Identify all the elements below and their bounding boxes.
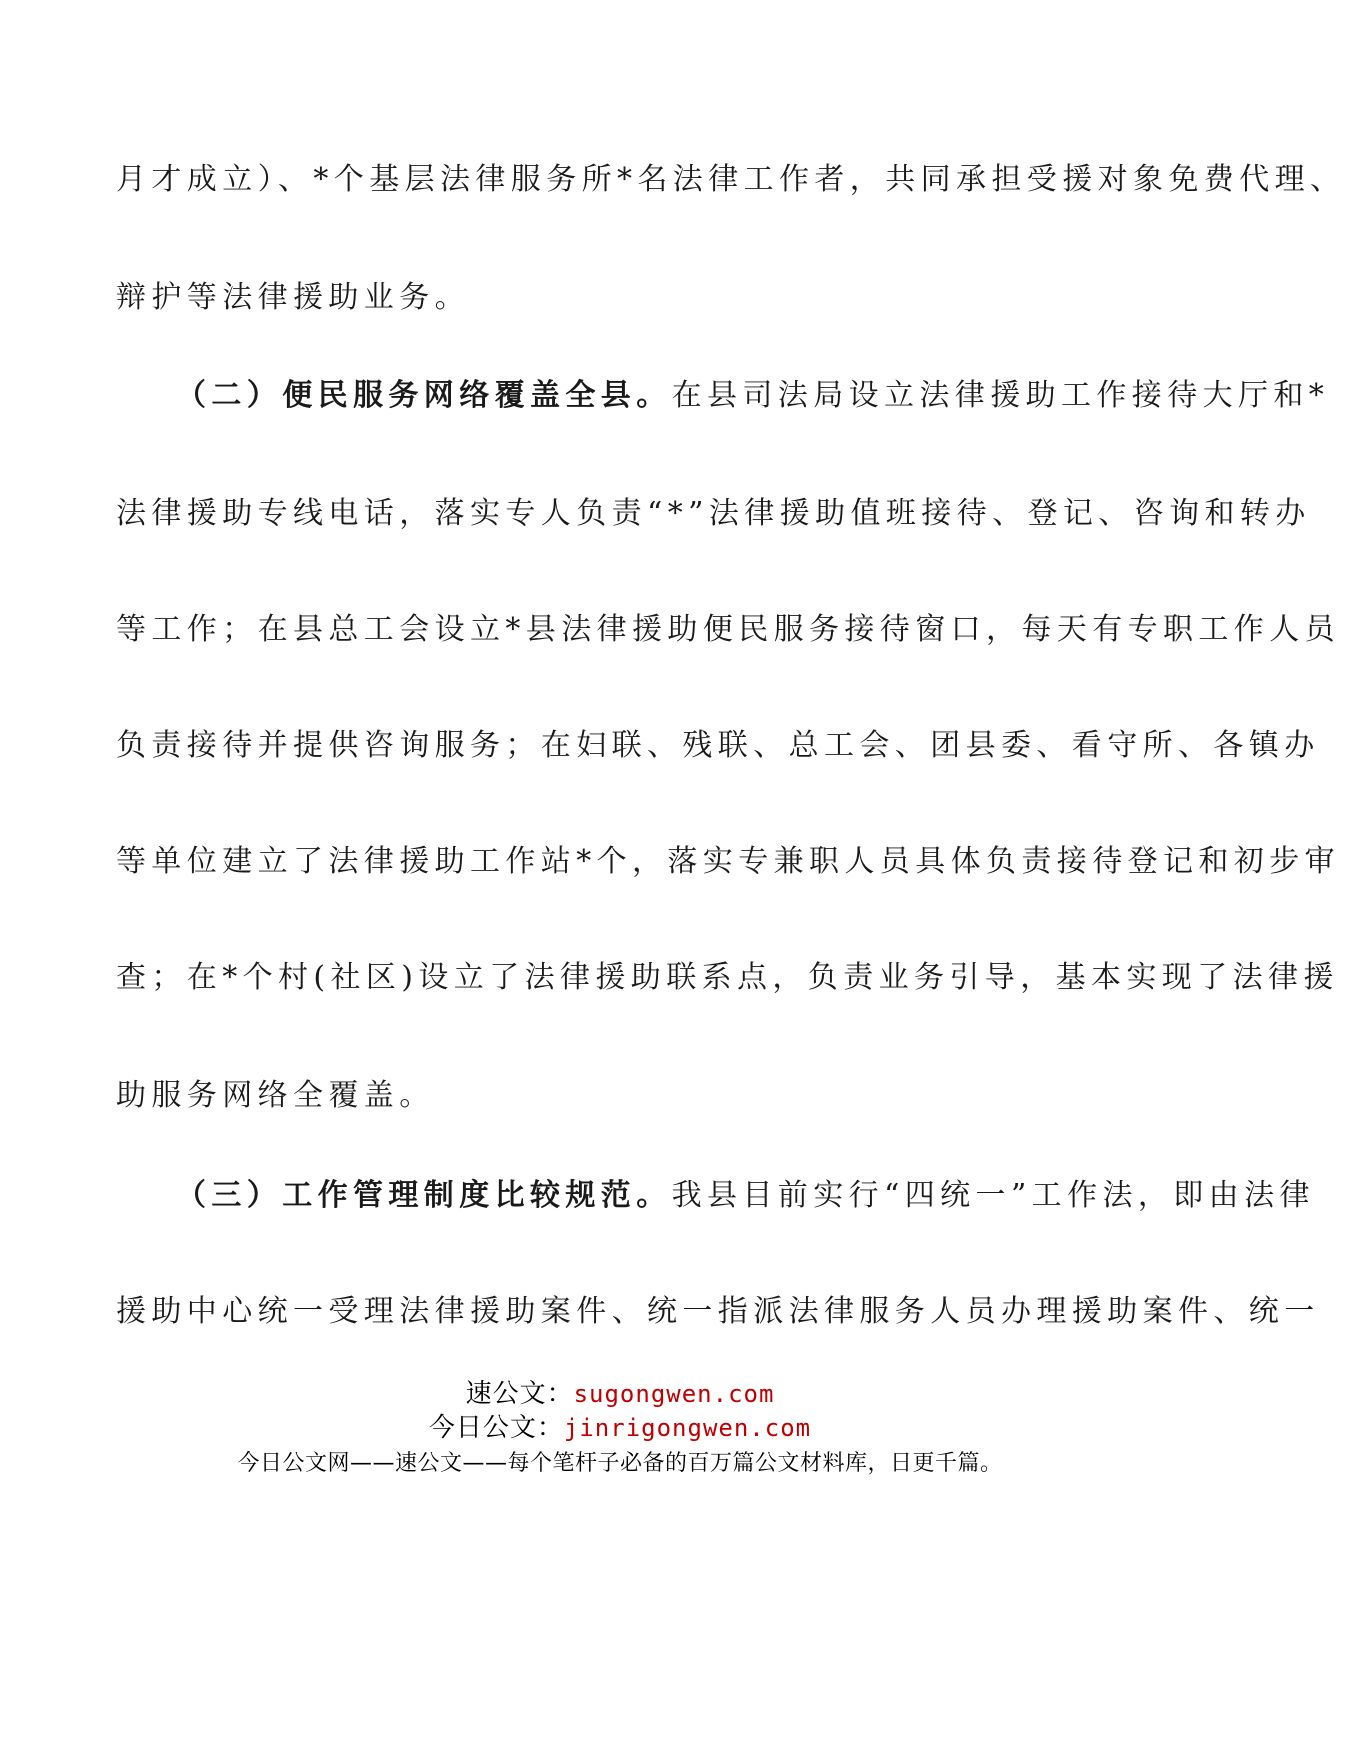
section-3-heading: （三）工作管理制度比较规范。 (176, 1178, 672, 1213)
footer-label-sugongwen: 速公文： (465, 1379, 574, 1409)
paragraph-line: 负责接待并提供咨询服务；在妇联、残联、总工会、团县委、看守所、各镇办 (116, 728, 1320, 763)
paragraph-line: 等单位建立了法律援助工作站*个，落实专兼职人员具体负责接待登记和初步审 (116, 844, 1340, 879)
section-3-text: 我县目前实行“四统一”工作法，即由法律 (671, 1178, 1315, 1213)
section-2-text: 在县司法局设立法律援助工作接待大厅和* (671, 378, 1330, 413)
footer-line-2 (0, 1407, 1240, 1444)
paragraph-line: 援助中心统一受理法律援助案件、统一指派法律服务人员办理援助案件、统一 (116, 1294, 1320, 1329)
paragraph-line: 等工作；在县总工会设立*县法律援助便民服务接待窗口，每天有专职工作人员 (116, 612, 1340, 647)
paragraph-line: 法律援助专线电话，落实专人负责“*”法律援助值班接待、登记、咨询和转办 (116, 496, 1311, 531)
footer-slogan: 今日公文网——速公文——每个笔杆子必备的百万篇公文材料库，日更千篇。 (237, 1451, 1003, 1476)
footer-label-jinrigongwen: 今日公文： (428, 1413, 564, 1443)
paragraph-line: 辩护等法律援助业务。 (116, 280, 470, 315)
paragraph-line: 助服务网络全覆盖。 (116, 1078, 435, 1113)
section-2-heading: （二）便民服务网络覆盖全县。 (176, 378, 672, 413)
footer-line-1 (0, 1373, 1240, 1410)
footer-link-jinrigongwen[interactable]: jinrigongwen.com (563, 1414, 812, 1442)
section-2-first-line (176, 376, 1330, 416)
paragraph-line: 月才成立）、*个基层法律服务所*名法律工作者，共同承担受援对象免费代理、 (116, 162, 1345, 197)
paragraph-line: 查；在*个村(社区)设立了法律援助联系点，负责业务引导，基本实现了法律援 (116, 960, 1339, 995)
section-3-first-line (176, 1176, 1315, 1216)
footer-link-sugongwen[interactable]: sugongwen.com (573, 1380, 775, 1408)
